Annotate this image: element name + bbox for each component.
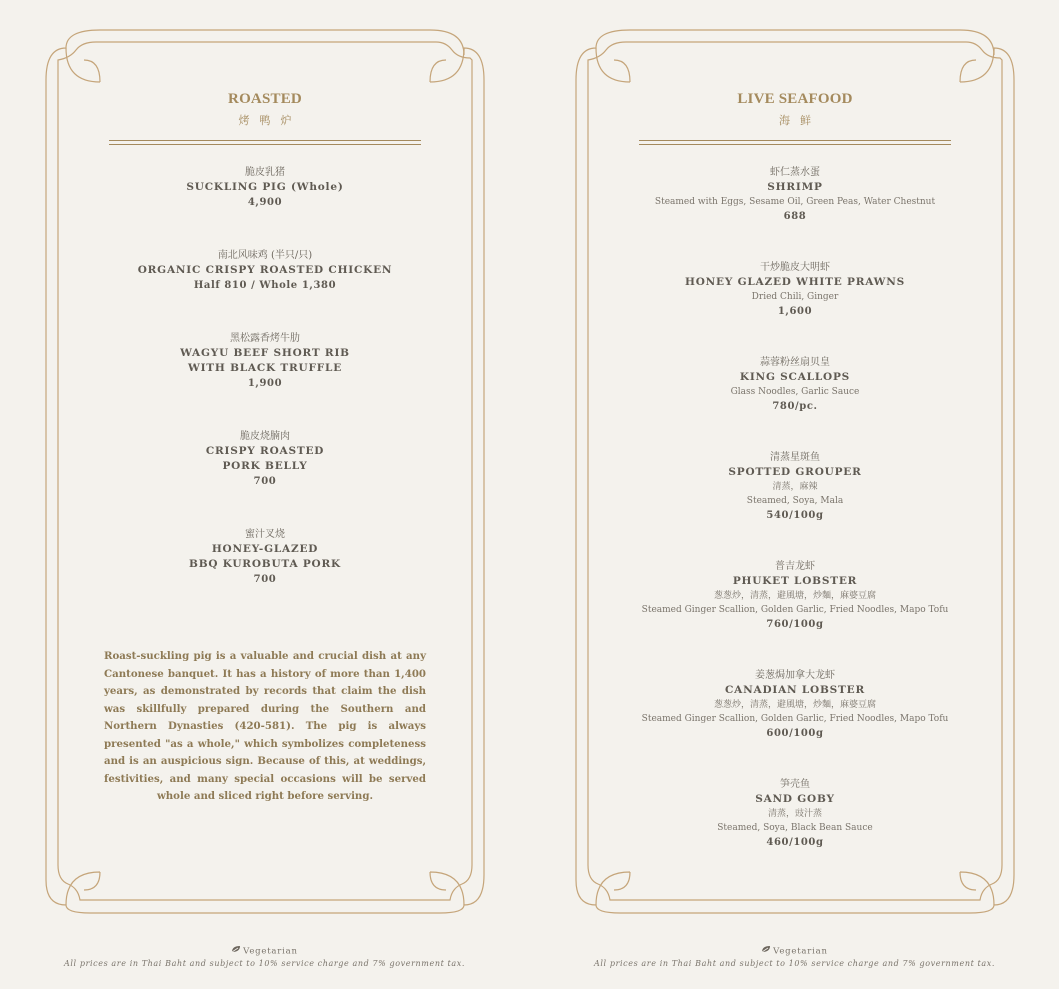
item-price: 688 [783,211,807,222]
item-price: 780/pc. [772,401,818,412]
menu-item [590,260,1000,320]
item-name-cn: 蒜蓉粉丝扇贝皇 [760,357,830,368]
vegetarian-label: Vegetarian [243,946,298,957]
menu-item [590,450,1000,524]
item-name: CANADIAN LOBSTER [725,684,865,696]
item-name: WAGYU BEEF SHORT RIB [180,347,350,359]
item-price: 600/100g [766,728,824,739]
item-name: SUCKLING PIG (Whole) [186,181,344,193]
item-name: HONEY GLAZED WHITE PRAWNS [684,276,906,288]
item-name-cn: 清蒸星斑鱼 [770,452,820,463]
item-name: PORK BELLY [222,460,308,472]
price-note: All prices are in Thai Baht and subject to 10% service charge and 7% government tax. [594,958,995,968]
item-price: 700 [253,574,277,585]
item-name-cn: 蜜汁叉烧 [245,529,285,540]
item-price: 700 [253,476,277,487]
title-divider [109,140,421,145]
item-price: 1,900 [247,378,283,389]
item-description: Steamed, Soya, Black Bean Sauce [717,823,873,833]
menu-item [60,248,470,294]
item-price: 460/100g [766,837,824,848]
item-description: Steamed Ginger Scallion, Golden Garlic, Fried Noodles, Mapo Tofu [641,714,949,724]
item-description: 清蒸，豉汁蒸 [767,809,822,819]
section-title: LIVE SEAFOOD [737,91,853,107]
vegetarian-legend [530,945,1059,958]
item-name: SAND GOBY [755,793,835,805]
menu-item [60,527,470,588]
item-name: BBQ KUROBUTA PORK [189,558,341,570]
item-description: Steamed, Soya, Mala [746,496,844,506]
item-name: HONEY-GLAZED [211,543,319,555]
item-description: 葱葱炒，清蒸，避風塘，炒麵，麻婆豆腐 [713,591,876,601]
section-title: ROASTED [228,91,302,107]
menu-item [590,355,1000,415]
item-name: CRISPY ROASTED [205,445,325,457]
menu-page-roasted [0,0,529,989]
vegetarian-legend [0,945,529,958]
item-description: Steamed Ginger Scallion, Golden Garlic, Fried Noodles, Mapo Tofu [641,605,949,615]
item-name-cn: 脆皮烧腩肉 [240,431,290,442]
item-price: Half 810 / Whole 1,380 [193,280,337,291]
price-note: All prices are in Thai Baht and subject to 10% service charge and 7% government tax. [64,958,465,968]
item-price: 1,600 [777,306,813,317]
section-title-cn: 海鲜 [779,114,821,127]
item-name-cn: 脆皮乳猪 [245,167,285,178]
menu-item [60,165,470,211]
item-name: SPOTTED GROUPER [728,466,862,478]
item-price: 540/100g [766,510,824,521]
item-name-cn: 干炒脆皮大明虾 [760,262,830,273]
roasted-content [60,90,470,588]
page-footer [530,945,1059,969]
menu-item [590,668,1000,742]
section-title-cn: 烤鸭炉 [238,114,302,127]
item-name-cn: 黑松露香烤牛肋 [230,333,300,344]
suckling-pig-description: Roast-suckling pig is a valuable and crucial dish at any Cantonese banquet. It has a history of more than 1,400 years, as demonstrated by records that claim the dish was skillfully prepared during the Southern and Northern Dynasties (420-581). The pig is always presented "as a whole," which symbolizes completeness and is an auspicious sign. Because of this, at weddings, festivities, and many special occasions will be served whole and sliced right before serving. [104,650,426,802]
vegetarian-label: Vegetarian [773,946,828,957]
item-description: Steamed with Eggs, Sesame Oil, Green Peas, Water Chestnut [654,197,936,207]
item-price: 760/100g [766,619,824,630]
item-name-cn: 普吉龙虾 [775,561,815,572]
seafood-content [590,90,1000,851]
item-description: 清蒸，麻辣 [772,482,818,492]
item-name: PHUKET LOBSTER [732,575,858,587]
menu-item [590,165,1000,225]
menu-item [60,331,470,392]
menu-page-live-seafood [530,0,1059,989]
item-description: Dried Chili, Ginger [751,292,839,302]
item-name: SHRIMP [767,181,823,193]
leaf-icon [231,945,241,957]
item-name: KING SCALLOPS [739,371,851,383]
menu-item-list [590,165,1000,851]
item-name-cn: 姜葱焗加拿大龙虾 [755,670,835,681]
item-name-cn: 虾仁蒸水蛋 [770,167,820,178]
item-description: 葱葱炒，清蒸，避風塘，炒麵，麻婆豆腐 [713,700,876,710]
item-name-cn: 笋壳鱼 [780,779,810,790]
leaf-icon [761,945,771,957]
menu-item-list [60,165,470,588]
menu-item [60,429,470,490]
menu-item [590,559,1000,633]
page-footer [0,945,529,969]
item-name-cn: 南北风味鸡 (半只/只) [217,250,313,261]
item-price: 4,900 [247,197,283,208]
item-description: Glass Noodles, Garlic Sauce [730,387,860,397]
menu-item [590,777,1000,851]
item-name: ORGANIC CRISPY ROASTED CHICKEN [137,264,393,276]
title-divider [639,140,951,145]
item-name: WITH BLACK TRUFFLE [187,362,343,374]
